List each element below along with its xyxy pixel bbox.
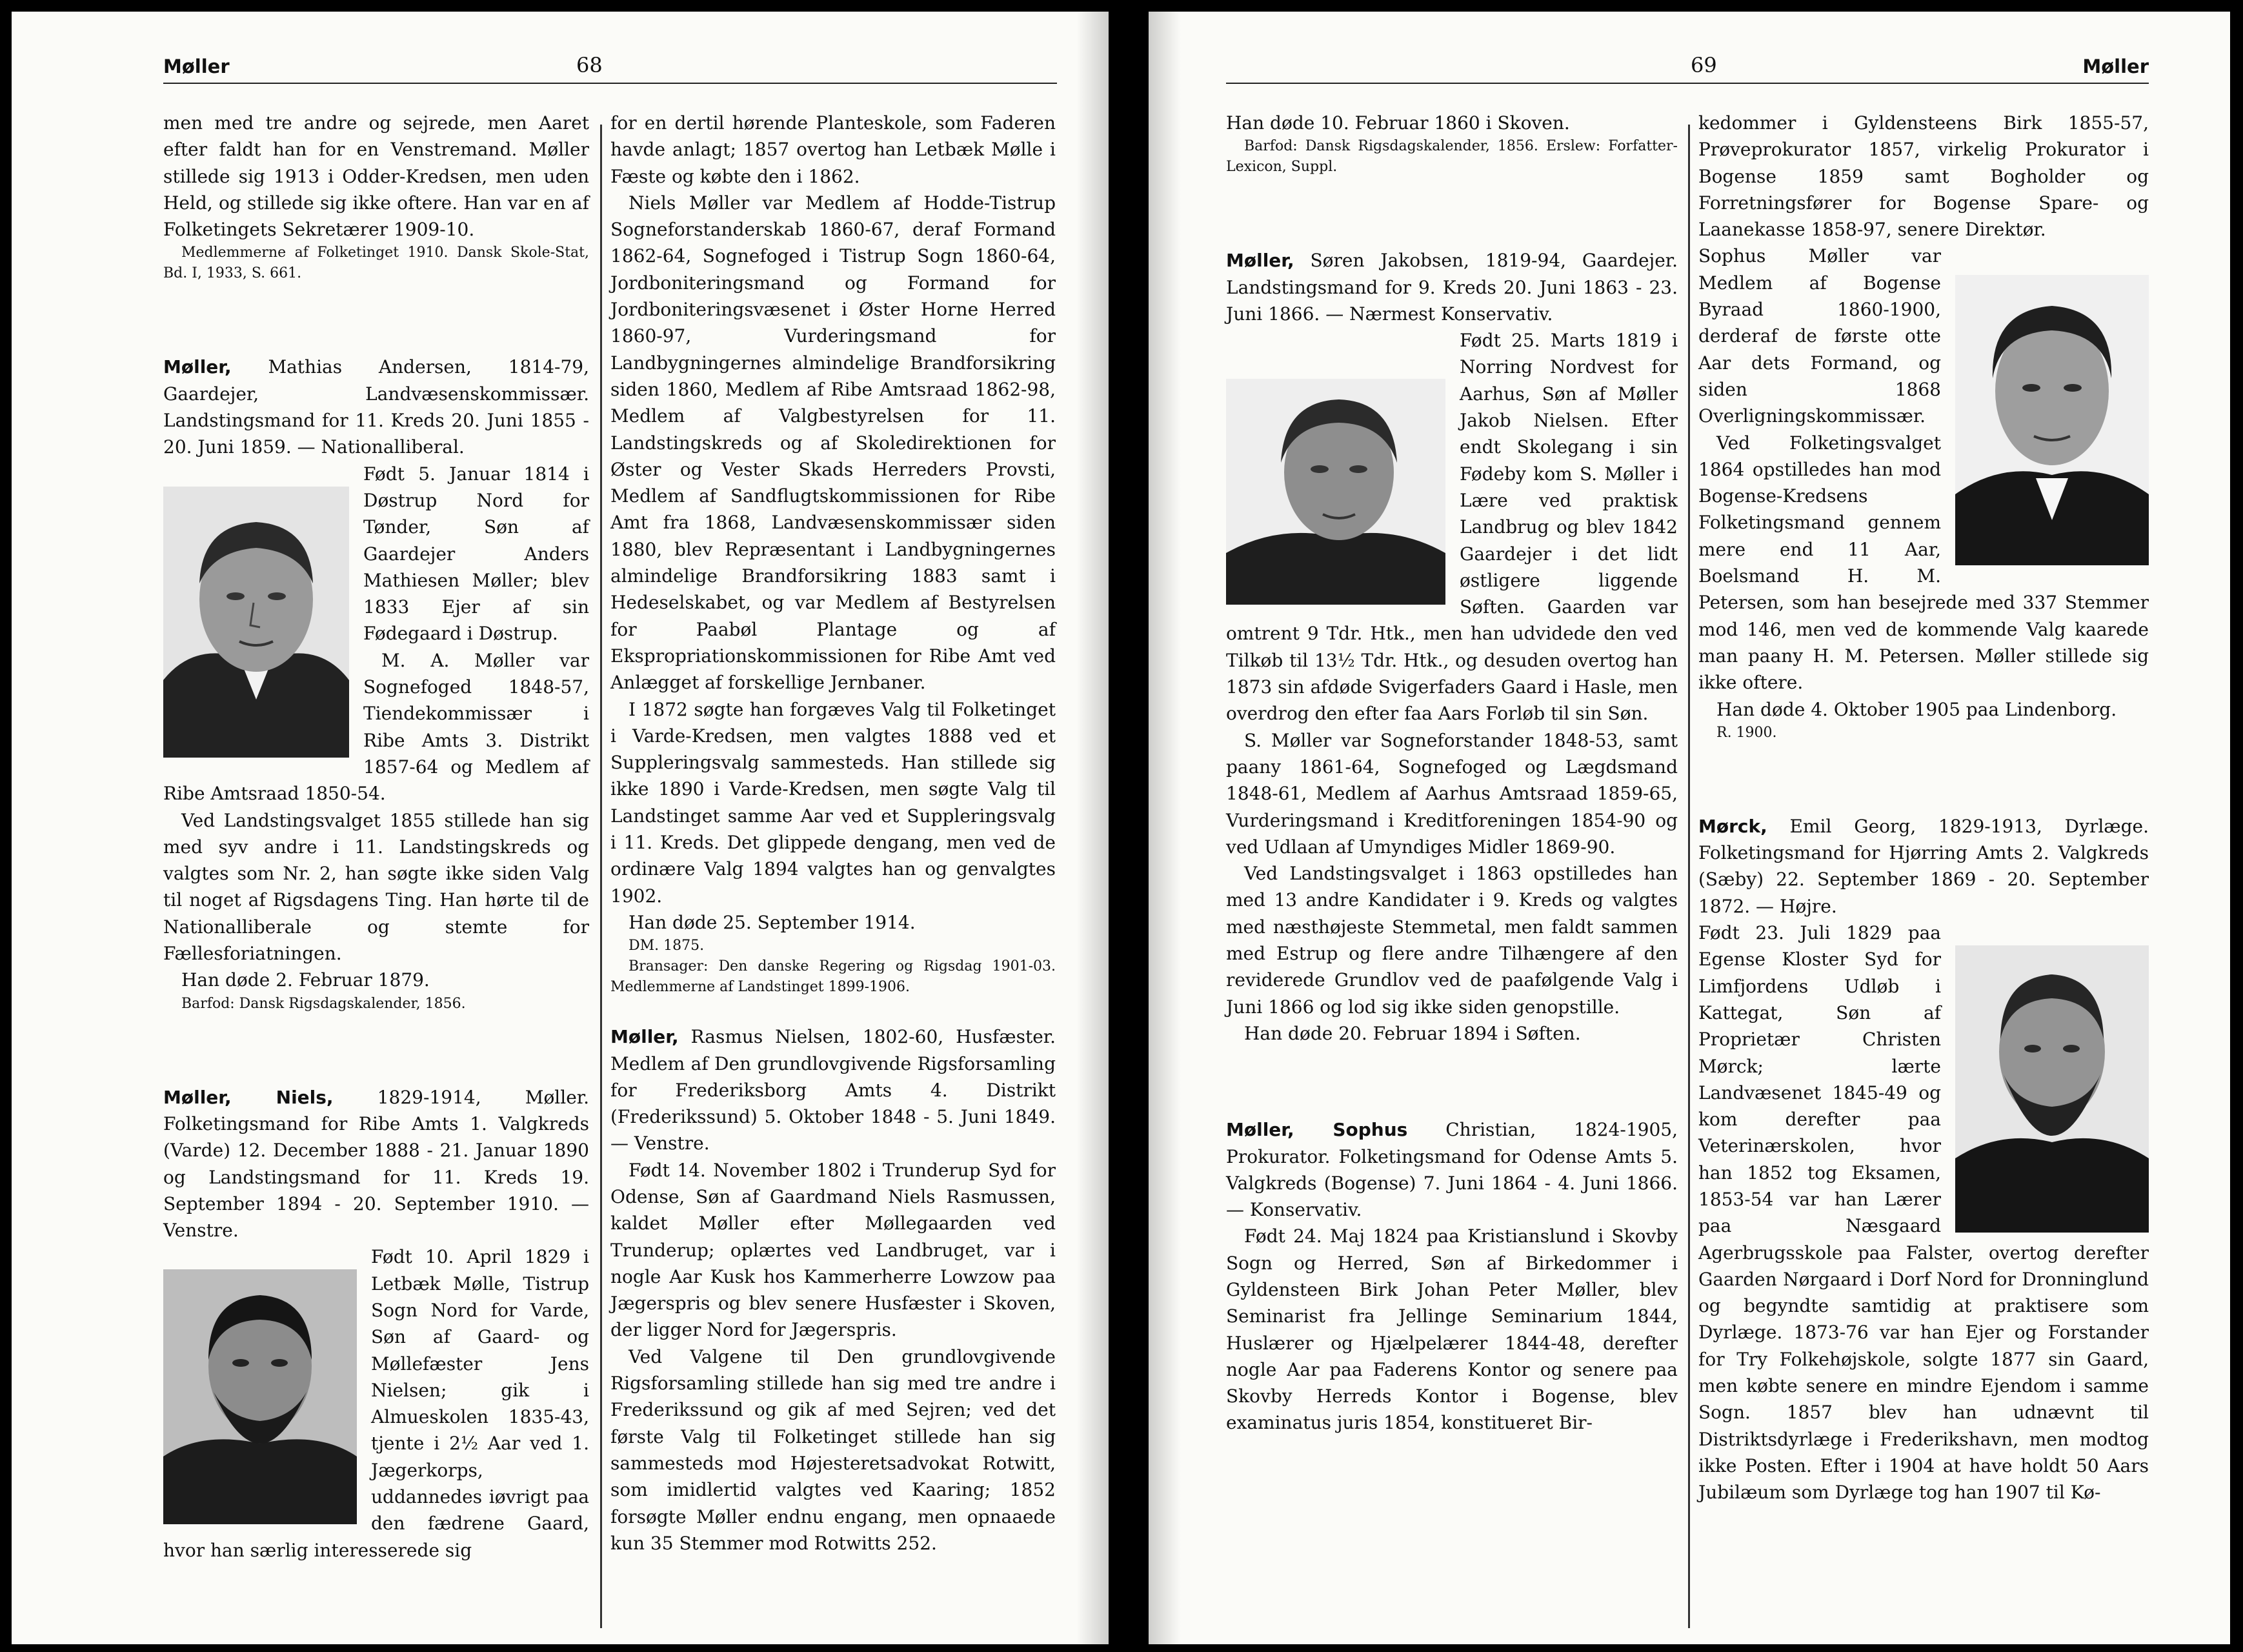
biography-entry (610, 1023, 1056, 1556)
paragraph: Han døde 10. Februar 1860 i Skoven. (1226, 112, 1570, 134)
paragraph: Ved Valgene til Den grundlovgivende Rigsforsamling stillede han sig med tre andre i Frederikssund og gik af med Sejren; ved det første Valg til Folketinget stillede han sig sammesteds mod Højesteretsadvokat Rotwitt, som imidlertid valgtes ved Kaaring; 1852 forsøgte Møller endnu engang, men opnaaede kun 35 Stemmer mod Rotwitts 252. (610, 1345, 1056, 1554)
biography-entry (163, 1084, 589, 1564)
biography-entry (1226, 1116, 1678, 1436)
entry-name: Møller, Niels, (163, 1086, 334, 1108)
paragraph: Født 25. Marts 1819 i Norring Nordvest for Aarhus, Søn af Møller Jakob Nielsen. Efter endt Skolegang i sin Fødeby kom S. Møller i Lære ved praktisk Landbrug og blev 1842 Gaardejer i det lidt østligere liggende Søften. Gaarden var omtrent 9 Tdr. Htk., men han udvidede den ved Tilkøb til 13½ Tdr. Htk., og desuden overtog han 1873 sin afdøde Svigerfaders Gaard i Hasle, men overdrog den efter faa Aars Forløb til sin Søn. (1226, 330, 1678, 725)
column-divider (600, 125, 602, 1628)
source-note: R. 1900. (1716, 724, 1777, 741)
source-note: Bransager: Den danske Regering og Rigsdag 1901-03. Medlemmerne af Landstinget 1899-1906. (610, 958, 1056, 996)
running-head-name: Møller (163, 55, 230, 77)
biography-entry (1226, 247, 1678, 1047)
right-page (1149, 12, 2230, 1644)
paragraph: Ved Folketingsvalget 1864 opstilledes han mod Bogense-Kredsens Folketingsmand gennem mere end 11 Aar, Boelsmand H. M. Petersen, som han besejrede med 337 Stemmer mod 146, men ved de kommende Valg kaarede man paany H. M. Petersen. Møller stillede sig ikke oftere. (1698, 432, 2149, 694)
portrait-photo (1955, 275, 2149, 565)
paragraph: Født 10. April 1829 i Letbæk Mølle, Tistrup Sogn Nord for Varde, Søn af Gaard- og Møllefæster Jens Nielsen; gik i Almueskolen 1835-43, tjente i 2½ Aar ved 1. Jægerkorps, uddannedes iøvrigt paa den fædrene Gaard, hvor han særlig interesserede sig (163, 1246, 589, 1561)
paragraph: Født 24. Maj 1824 paa Kristianslund i Skovby Sogn og Herred, Søn af Birkedommer i Gyldensteen Birk Johan Peter Møller, blev Seminarist fra Jellinge Seminarium 1844, Huslærer og Hjælpelærer 1844-48, derefter nogle Aar paa Faderens Kontor og senere paa Skovby Herreds Kontor i Bogense, blev examinatus juris 1854, konstitueret Bir- (1226, 1225, 1678, 1434)
column-1 (1226, 110, 1678, 1436)
paragraph: Han døde 2. Februar 1879. (181, 969, 430, 991)
entry-name: Møller, (1226, 250, 1294, 272)
paragraph: men med tre andre og sejrede, men Aaret efter faldt han for en Venstremand. Møller stillede sig 1913 i Odder-Kredsen, men uden Held, og stillede sig ikke oftere. Han var en af Folketingets Sekretærer 1909-10. (163, 112, 589, 241)
source-note: Barfod: Dansk Rigsdagskalender, 1856. Erslew: Forfatter-Lexicon, Suppl. (1226, 138, 1678, 176)
entry-heading: Møller, Rasmus Nielsen, 1802-60, Husfæster. Medlem af Den grundlovgivende Rigsforsamling for Frederiksborg Amts 4. Distrikt (Frederikssund) 5. Oktober 1848 - 5. Juni 1849. — Venstre. (610, 1026, 1056, 1154)
column-1 (163, 110, 589, 1564)
left-page (12, 12, 1109, 1644)
paragraph: S. Møller var Sogneforstander 1848-53, samt paany 1861-64, Sognefoged og Lægdsmand 1848-61, Medlem af Aarhus Amtsraad 1859-65, Vurderingsmand i Kreditforeningen 1854-90 og ved Udlaan af Umyndiges Midler 1869-90. (1226, 729, 1678, 858)
entry-heading: Møller, Mathias Andersen, 1814-79, Gaardejer, Landvæsenskommissær. Landstingsmand for 11. Kreds 20. Juni 1855 - 20. Juni 1859. — Nationalliberal. (163, 356, 589, 458)
paragraph: M. A. Møller var Sognefoged 1848-57, Tiendekommissær i Ribe Amts 3. Distrikt 1857-64 og Medlem af Ribe Amtsraad 1850-54. (163, 649, 589, 805)
source-note: DM. 1875. (629, 938, 705, 954)
source-note: Barfod: Dansk Rigsdagskalender, 1856. (181, 995, 466, 1012)
running-head (1226, 50, 2149, 84)
column-2 (610, 110, 1056, 1556)
entry-name: Møller, Sophus (1226, 1119, 1408, 1141)
entry-heading: Møller, Søren Jakobsen, 1819-94, Gaardejer. Landstingsmand for 9. Kreds 20. Juni 1863 - 23. Juni 1866. — Nærmest Konservativ. (1226, 250, 1678, 325)
paragraph: Niels Møller var Medlem af Hodde-Tistrup Sogneforstanderskab 1860-67, deraf Formand 1862-64, Sognefoged i Tistrup Sogn 1860-64, Jordboniteringsmand og Formand for Jordboniteringsvæsenet i Øster Horne Herred 1860-97, Vurderingsmand for Landbygningernes almindelige Brandforsikring siden 1860, Medlem af Ribe Amtsraad 1862-98, Medlem af Valgbestyrelsen for 11. Landstingskreds og af Skoledirektionen for Øster og Vester Skads Herreders Provsti, Medlem af Sandflugtskommissionen for Ribe Amt fra 1868, Landvæsenskommissær siden 1880, blev Repræsentant i Landbygningernes almindelige Brandforsikring 1883 samt i Hedeselskabet, og var Medlem af Bestyrelsen for Paabøl Plantage og af Ekspropriationskommissionen for Ribe Amt ved Anlægget af forskellige Jernbaner. (610, 192, 1056, 694)
paragraph: Han døde 4. Oktober 1905 paa Lindenborg. (1716, 698, 2117, 720)
entry-name: Møller, (610, 1026, 679, 1048)
page-number: 68 (576, 53, 603, 77)
paragraph: Født 5. Januar 1814 i Døstrup Nord for Tønder, Søn af Gaardejer Anders Mathiesen Møller; blev 1833 Ejer af sin Fødegaard i Døstrup. (363, 463, 589, 645)
entry-name: Møller, (163, 356, 232, 378)
paragraph: Født 14. November 1802 i Trunderup Syd for Odense, Søn af Gaardmand Niels Rasmussen, kaldet Møller efter Møllegaarden ved Trunderup; oplærtes ved Landbruget, var i nogle Aar Kusk hos Kammerherre Lowzow paa Jægerspris og blev senere Husfæster i Skoven, der ligger Nord for Jægerspris. (610, 1159, 1056, 1341)
paragraph: Ved Landstingsvalget 1855 stillede han sig med syv andre i 11. Landstingskreds og valgtes som Nr. 2, han søgte ikke siden Valg til noget af Rigsdagens Ting. Han hørte til de Nationalliberale og stemte for Fællesforiatningen. (163, 809, 589, 965)
paragraph: Ved Landstingsvalget i 1863 opstilledes han med 13 andre Kandidater i 9. Kreds og valgtes med næsthøjeste Stemmetal, men faldt sammen med Estrup og flere andre Tilhængere af den reviderede Grundlov ved de paafølgende Valg i Juni 1866 og lod sig ikke siden genopstille. (1226, 863, 1678, 1018)
paragraph: kedommer i Gyldensteens Birk 1855-57, Prøveprokurator 1857, virkelig Prokurator i Bogense 1859 samt Bogholder og Forretningsfører for Bogense Spare- og Laanekasse 1858-97, senere Direktør. (1698, 112, 2149, 241)
paragraph: I 1872 søgte han forgæves Valg til Folketinget i Varde-Kredsen, men valgtes 1888 ved et Suppleringsvalg sammesteds. Han stillede sig ikke 1890 i Varde-Kredsen, men søgte Valg til Landstinget samme Aar ved et Suppleringsvalg i 11. Kreds. Det glippede dengang, men ved de ordinære Valg 1894 valgtes han og genvalgtes 1902. (610, 698, 1056, 907)
entry-heading: Mørck, Emil Georg, 1829-1913, Dyrlæge. Folketingsmand for Hjørring Amts 2. Valgkreds (Sæby) 22. September 1869 - 20. September 1872. — Højre. (1698, 815, 2149, 917)
paragraph: Han døde 25. September 1914. (629, 911, 916, 933)
portrait-photo (163, 1269, 357, 1524)
biography-entry (163, 354, 589, 1014)
portrait-photo (163, 487, 349, 758)
paragraph: Født 23. Juli 1829 paa Egense Kloster Syd for Limfjordens Udløb i Kattegat, Søn af Proprietær Christen Mørck; lærte Landvæsenet 1845-49 og kom derefter paa Veterinærskolen, hvor han 1852 tog Eksamen, 1853-54 var han Lærer paa Næsgaard Agerbrugsskole paa Falster, overtog derefter Gaarden Nørgaard i Dorf Nord for Dronninglund og begyndte samtidig at praktisere som Dyrlæge. 1873-76 var han Ejer og Forstander for Try Folkehøjskole, solgte 1877 sin Gaard, men købte senere en mindre Ejendom i samme Sogn. 1857 blev han udnævnt til Distriktsdyrlæge i Frederikshavn, men modtog ikke Posten. Efter i 1904 at have holdt 50 Aars Jubilæum som Dyrlæge tog han 1907 til Kø- (1698, 922, 2149, 1504)
column-divider (1688, 125, 1690, 1628)
biography-entry (1698, 813, 2149, 1506)
entry-heading: Møller, Sophus Christian, 1824-1905, Prokurator. Folketingsmand for Odense Amts 5. Valgkreds (Bogense) 7. Juni 1864 - 4. Juni 1866. — Konservativ. (1226, 1119, 1678, 1221)
page-number: 69 (1691, 53, 1717, 77)
running-head-name: Møller (2082, 55, 2149, 77)
running-head (163, 50, 1057, 84)
portrait-photo (1955, 945, 2149, 1233)
portrait-photo (1226, 379, 1445, 605)
paragraph: Han døde 20. Februar 1894 i Søften. (1244, 1022, 1581, 1044)
source-note: Medlemmerne af Folketinget 1910. Dansk Skole-Stat, Bd. I, 1933, S. 661. (163, 245, 589, 282)
paragraph: Sophus Møller var Medlem af Bogense Byraad 1860-1900, derderaf de første otte Aar dets Formand, og siden 1868 Overligningskommissær. (1698, 245, 1941, 427)
column-2 (1698, 110, 2149, 1506)
entry-heading: Møller, Niels, 1829-1914, Møller. Folketingsmand for Ribe Amts 1. Valgkreds (Varde) 12. December 1888 - 21. Januar 1890 og Landstingsmand for 11. Kreds 19. September 1894 - 20. September 1910. — Venstre. (163, 1086, 589, 1242)
entry-name: Mørck, (1698, 815, 1767, 837)
paragraph: for en dertil hørende Planteskole, som Faderen havde anlagt; 1857 overtog han Letbæk Mølle i Fæste og købte den i 1862. (610, 112, 1056, 187)
